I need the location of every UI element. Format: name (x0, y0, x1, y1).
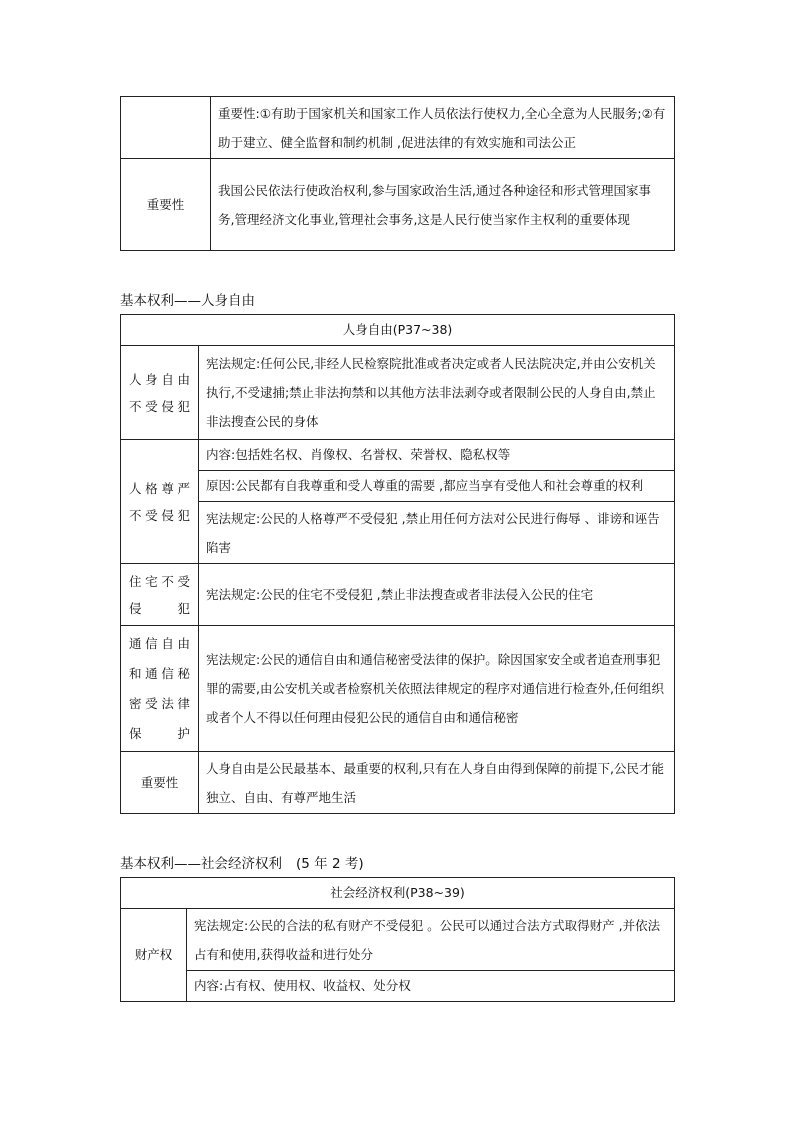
table-cell-empty (121, 97, 211, 159)
row-label: 住宅不受侵犯 (121, 564, 199, 626)
section-heading: 基本权利——人身自由 (120, 293, 255, 309)
table-cell: 我国公民依法行使政治权利,参与国家政治生活,通过各种途径和形式管理国家事务,管理经济文化事业,管理社会事务,这是人民行使当家作主权利的重要体现 (211, 159, 675, 251)
socio-economic-rights-table (120, 877, 675, 1002)
table-cell: 原因:公民都有自我尊重和受人尊重的需要 ,都应当享有受他人和社会尊重的权利 (199, 471, 675, 502)
personal-freedom-table (120, 314, 675, 814)
table-cell: 宪法规定:公民的人格尊严不受侵犯 ,禁止用任何方法对公民进行侮辱 、诽谤和诬告陷害 (199, 502, 675, 564)
section-heading-note: (5 年 2 考) (296, 856, 364, 872)
row-label: 重要性 (121, 752, 199, 814)
section-heading-text: 基本权利——社会经济权利 (120, 856, 282, 872)
row-label: 人身自由不受侵犯 (121, 346, 199, 440)
political-rights-table (120, 96, 675, 251)
row-label: 重要性 (121, 159, 211, 251)
table-cell: 宪法规定:公民的合法的私有财产不受侵犯 。公民可以通过合法方式取得财产 ,并依法占有和使用,获得收益和进行处分 (187, 909, 675, 971)
table-cell: 内容:包括姓名权、肖像权、名誉权、荣誉权、隐私权等 (199, 440, 675, 471)
table-cell: 宪法规定:公民的住宅不受侵犯 ,禁止非法搜查或者非法侵入公民的住宅 (199, 564, 675, 626)
row-label: 财产权 (121, 909, 187, 1002)
row-label: 人格尊严不受侵犯 (121, 440, 199, 564)
table-cell: 宪法规定:任何公民,非经人民检察院批准或者决定或者人民法院决定,并由公安机关执行,不受逮捕;禁止非法拘禁和以其他方法非法剥夺或者限制公民的人身自由,禁止非法搜查公民的身体 (199, 346, 675, 440)
section-heading (120, 852, 364, 872)
table-cell: 宪法规定:公民的通信自由和通信秘密受法律的保护。除因国家安全或者追查刑事犯罪的需要,由公安机关或者检察机关依照法律规定的程序对通信进行检查外,任何组织或者个人不得以任何理由侵犯公民的通信自由和通信秘密 (199, 626, 675, 752)
table-title: 人身自由(P37~38) (121, 315, 675, 346)
table-title: 社会经济权利(P38~39) (121, 878, 675, 909)
table-cell: 内容:占有权、使用权、收益权、处分权 (187, 971, 675, 1002)
table-cell: 人身自由是公民最基本、最重要的权利,只有在人身自由得到保障的前提下,公民才能独立、自由、有尊严地生活 (199, 752, 675, 814)
row-label: 通信自由和通信秘密受法律保护 (121, 626, 199, 752)
table-cell: 重要性:①有助于国家机关和国家工作人员依法行使权力,全心全意为人民服务;②有助于建立、健全监督和制约机制 ,促进法律的有效实施和司法公正 (211, 97, 675, 159)
